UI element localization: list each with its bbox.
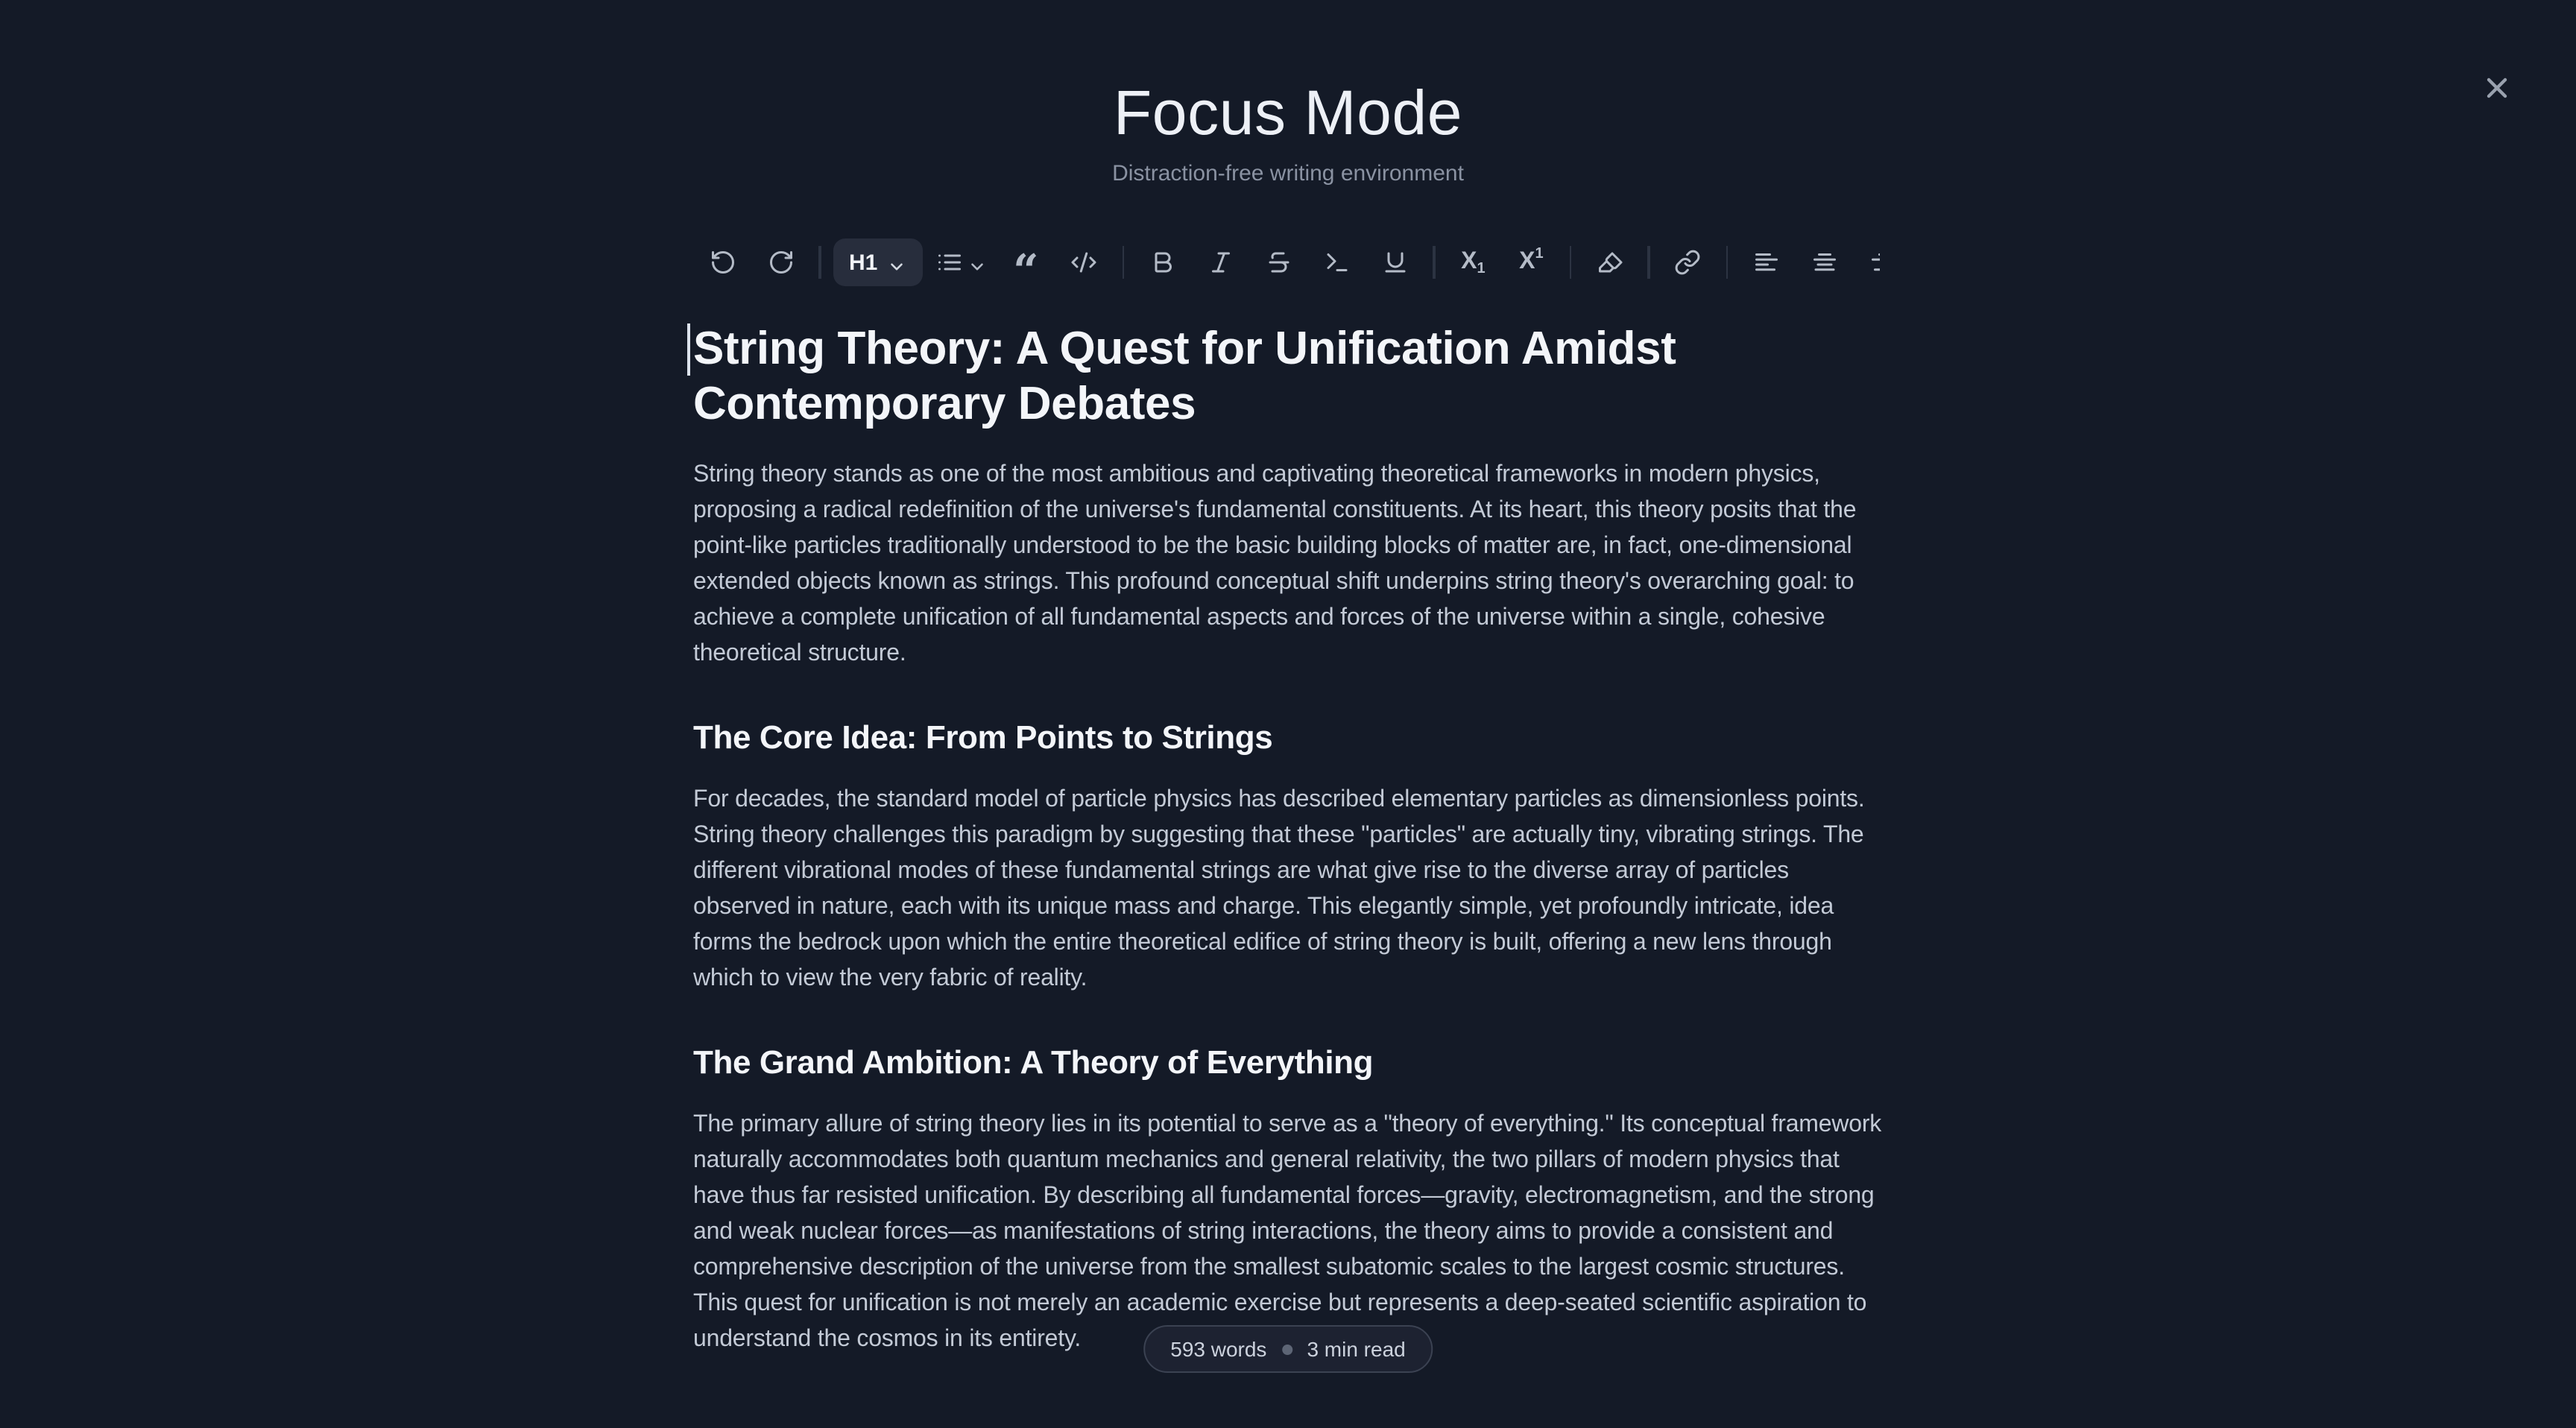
section-heading[interactable]: The Core Idea: From Points to Strings (693, 718, 1273, 756)
redo-icon (767, 249, 794, 276)
redo-button[interactable] (754, 240, 806, 285)
undo-button[interactable] (696, 240, 748, 285)
align-center-button[interactable] (1798, 240, 1850, 285)
word-count: 593 words (1170, 1337, 1267, 1361)
terminal-button[interactable] (1310, 240, 1363, 285)
underline-icon (1381, 249, 1408, 276)
align-right-button[interactable] (1856, 240, 1880, 285)
align-right-icon (1869, 249, 1880, 276)
editor-canvas[interactable] (693, 320, 1883, 1358)
chevron-down-icon (886, 253, 906, 272)
link-button[interactable] (1661, 240, 1714, 285)
chevron-down-icon (967, 253, 986, 272)
toolbar-divider (1433, 246, 1435, 279)
close-icon (2481, 72, 2513, 104)
document-title[interactable] (693, 320, 1883, 431)
highlighter-icon (1596, 249, 1623, 276)
italic-icon (1207, 249, 1234, 276)
paragraph[interactable]: The primary allure of string theory lies in its potential to serve as a "theory of everything." Its conceptual framework naturally accommodates both quantum mechanics and general relativity, the two pillars of modern physics that have thus far resisted unification. By describing all fundamental forces—gravity, electromagnetism, and the strong and weak nuclear forces—as manifestations of string interactions, the theory aims to provide a consistent and comprehensive description of the universe from the smallest subatomic scales to the largest cosmic structures. This quest for unification is not merely an academic exercise but represents a deep-seated scientific aspiration to understand the cosmos in its entirety. (693, 1112, 1882, 1353)
heading-level-label: H1 (849, 250, 878, 276)
toolbar-divider (1122, 246, 1124, 279)
link-icon (1674, 249, 1701, 276)
subscript-icon: X $_1$ (1461, 249, 1486, 278)
blockquote-icon: “ (1013, 246, 1039, 294)
undo-icon (709, 249, 736, 276)
page-subtitle: Distraction-free writing environment (1112, 161, 1464, 187)
document-title-text: String Theory: A Quest for Unification Amidst Contemporary Debates (693, 322, 1676, 430)
superscript-button[interactable] (1505, 240, 1557, 285)
text-cursor (687, 323, 690, 376)
read-time: 3 min read (1307, 1337, 1406, 1361)
strikethrough-button[interactable] (1252, 240, 1304, 285)
paragraph[interactable]: For decades, the standard model of particle physics has described elementary particles as dimensionless points. String theory challenges this paradigm by suggesting that these "particles" are actually tiny, vibrating strings. The different vibrational modes of these fundamental strings are what give rise to the diverse array of particles observed in nature, each with its unique mass and charge. This elegantly simple, yet profoundly intricate, idea forms the bedrock upon which the entire theoretical edifice of string theory is built, offering a new lens through which to view the very fabric of reality. (693, 787, 1865, 992)
paragraph-intro[interactable]: String theory stands as one of the most ambitious and captivating theoretical frameworks in modern physics, proposing a radical redefinition of the universe's fundamental constituents. At its heart, this theory posits that the point-like particles traditionally understood to be the basic building blocks of matter are, in fact, one-dimensional extended objects known as strings. This profound conceptual shift underpins string theory's overarching goal: to achieve a complete unification of all fundamental aspects and forces of the universe within a single, cohesive theoretical structure. (693, 462, 1857, 667)
terminal-icon (1323, 249, 1350, 276)
toolbar-divider (818, 246, 821, 279)
section-heading[interactable]: The Grand Ambition: A Theory of Everything (693, 1043, 1374, 1081)
align-left-button[interactable] (1740, 240, 1792, 285)
align-center-icon (1811, 249, 1837, 276)
list-dropdown[interactable] (928, 240, 994, 285)
bullet-list-icon (935, 249, 962, 276)
toolbar-divider (1569, 246, 1571, 279)
align-left-icon (1752, 249, 1779, 276)
bold-button[interactable] (1136, 240, 1188, 285)
page-title: Focus Mode (1113, 78, 1463, 148)
toolbar-divider (1726, 246, 1728, 279)
subscript-button[interactable] (1447, 240, 1499, 285)
close-button[interactable] (2475, 66, 2519, 110)
separator-dot-icon (1281, 1344, 1292, 1354)
blockquote-button[interactable] (1000, 240, 1052, 294)
bold-icon (1149, 249, 1175, 276)
highlight-button[interactable] (1583, 240, 1635, 285)
italic-button[interactable] (1194, 240, 1246, 285)
toolbar-divider (1647, 246, 1650, 279)
code-button[interactable] (1058, 240, 1110, 285)
heading-level-dropdown[interactable] (833, 238, 922, 286)
superscript-icon: X $^1$ (1519, 246, 1544, 275)
strikethrough-icon (1265, 249, 1292, 276)
formatting-toolbar (696, 231, 1880, 294)
word-count-pill (1143, 1325, 1433, 1373)
header (0, 0, 2576, 186)
underline-button[interactable] (1368, 240, 1421, 285)
code-icon (1070, 249, 1097, 276)
